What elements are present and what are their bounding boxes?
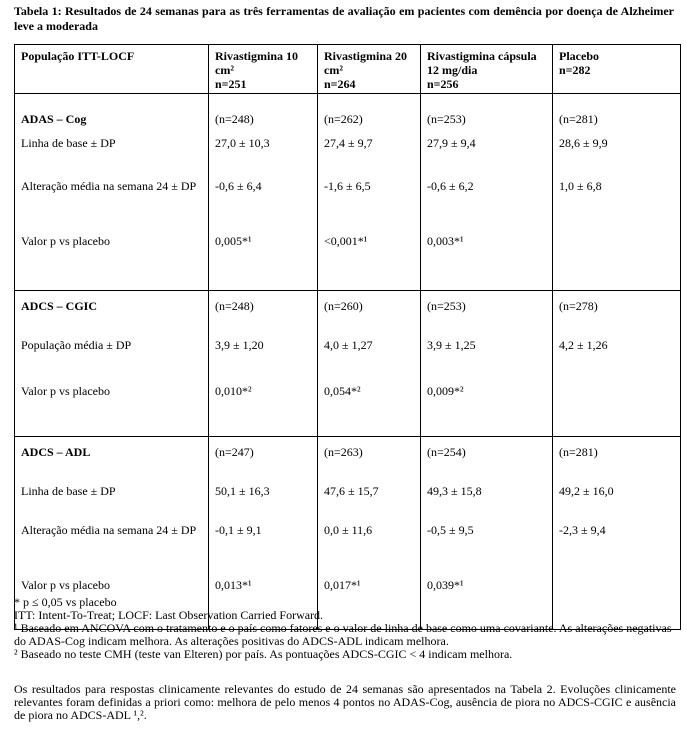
row-label: Alteração média na semana 24 ± DP bbox=[15, 523, 209, 578]
table-header-row bbox=[15, 45, 681, 94]
table-cell: 0,009*² bbox=[421, 384, 553, 437]
table-row bbox=[15, 523, 681, 578]
table-cell: 0,0 ± 11,6 bbox=[318, 523, 421, 578]
row-label: ADCS – CGIC bbox=[15, 291, 209, 339]
table-cell: 27,9 ± 9,4 bbox=[421, 136, 553, 179]
table-cell: -1,6 ± 6,5 bbox=[318, 179, 421, 234]
table-cell: 0,003*¹ bbox=[421, 234, 553, 291]
row-label: Linha de base ± DP bbox=[15, 484, 209, 523]
table-cell: <0,001*¹ bbox=[318, 234, 421, 291]
table-cell: (n=247) bbox=[209, 437, 318, 485]
table-cell: 3,9 ± 1,25 bbox=[421, 338, 553, 384]
footnote: * p ≤ 0,05 vs placebo bbox=[14, 595, 117, 609]
table-cell: 28,6 ± 9,9 bbox=[553, 136, 681, 179]
table-cell: (n=248) bbox=[209, 94, 318, 137]
table-cell: (n=281) bbox=[553, 437, 681, 485]
footnote: ² Baseado no teste CMH (teste van Elteren) por país. As pontuações ADCS-CGIC < 4 indicam melhora. bbox=[14, 647, 513, 661]
table-row bbox=[15, 94, 681, 137]
table-cell: 1,0 ± 6,8 bbox=[553, 179, 681, 234]
table-caption: Tabela 1: Resultados de 24 semanas para as três ferramentas de avaliação em pacientes com demência por doença de Alzheimer leve a moderada bbox=[14, 4, 674, 33]
table-cell bbox=[553, 384, 681, 437]
header-rivastigmina-20: Rivastigmina 20 cm² n=264 bbox=[318, 45, 421, 94]
table-cell: (n=254) bbox=[421, 437, 553, 485]
table-cell: (n=278) bbox=[553, 291, 681, 339]
summary-paragraph: Os resultados para respostas clinicamente relevantes do estudo de 24 semanas são apresentados na Tabela 2. Evoluções clinicamente relevantes foram definidas a priori como: melhora de pelo menos 4 pontos no ADAS-Cog, ausência de piora no ADCS-CGIC e ausência de piora no ADCS-ADL ¹,². bbox=[14, 682, 676, 722]
table-cell: 50,1 ± 16,3 bbox=[209, 484, 318, 523]
table-row bbox=[15, 179, 681, 234]
table-cell: 0,054*² bbox=[318, 384, 421, 437]
table-row bbox=[15, 384, 681, 437]
table-cell: 0,017*¹ bbox=[318, 578, 421, 630]
row-label: Valor p vs placebo bbox=[15, 578, 209, 630]
table-cell: (n=281) bbox=[553, 94, 681, 137]
table-row bbox=[15, 484, 681, 523]
row-label: Valor p vs placebo bbox=[15, 234, 209, 291]
table-row bbox=[15, 291, 681, 339]
table-cell: (n=260) bbox=[318, 291, 421, 339]
table-cell: 0,039*¹ bbox=[421, 578, 553, 630]
footnote: ITT: Intent-To-Treat; LOCF: Last Observation Carried Forward. bbox=[14, 608, 324, 622]
table-cell: 49,3 ± 15,8 bbox=[421, 484, 553, 523]
header-population: População ITT-LOCF bbox=[15, 45, 209, 94]
row-label: ADAS – Cog bbox=[15, 94, 209, 137]
table-cell: 4,0 ± 1,27 bbox=[318, 338, 421, 384]
footnotes bbox=[14, 596, 676, 661]
row-label: ADCS – ADL bbox=[15, 437, 209, 485]
table-cell: (n=253) bbox=[421, 291, 553, 339]
table-cell bbox=[553, 234, 681, 291]
row-label: Linha de base ± DP bbox=[15, 136, 209, 179]
table-body bbox=[15, 94, 681, 630]
header-rivastigmina-capsula: Rivastigmina cápsula 12 mg/dia n=256 bbox=[421, 45, 553, 94]
footnote: ¹ Baseado em ANCOVA com o tratamento e o país como fatores e o valor de linha de base como uma covariante. As alterações negativas do ADAS-Cog indicam melhora. As alterações positivas do ADCS-ADL indicam melhora. bbox=[14, 621, 672, 648]
table-row bbox=[15, 437, 681, 485]
row-label: População média ± DP bbox=[15, 338, 209, 384]
table-cell: (n=253) bbox=[421, 94, 553, 137]
table-cell: -0,1 ± 9,1 bbox=[209, 523, 318, 578]
results-table bbox=[14, 44, 681, 630]
row-label: Alteração média na semana 24 ± DP bbox=[15, 179, 209, 234]
table-row bbox=[15, 338, 681, 384]
table-cell: -2,3 ± 9,4 bbox=[553, 523, 681, 578]
table-cell: -0,6 ± 6,2 bbox=[421, 179, 553, 234]
table-row bbox=[15, 234, 681, 291]
table-cell: 0,005*¹ bbox=[209, 234, 318, 291]
table-cell: (n=263) bbox=[318, 437, 421, 485]
table-cell: 27,0 ± 10,3 bbox=[209, 136, 318, 179]
table-cell: 27,4 ± 9,7 bbox=[318, 136, 421, 179]
row-label: Valor p vs placebo bbox=[15, 384, 209, 437]
table-cell: 0,013*¹ bbox=[209, 578, 318, 630]
table-cell: 0,010*² bbox=[209, 384, 318, 437]
table-cell: -0,6 ± 6,4 bbox=[209, 179, 318, 234]
table-cell: -0,5 ± 9,5 bbox=[421, 523, 553, 578]
header-rivastigmina-10: Rivastigmina 10 cm² n=251 bbox=[209, 45, 318, 94]
table-cell: (n=262) bbox=[318, 94, 421, 137]
table-row bbox=[15, 136, 681, 179]
table-cell: 3,9 ± 1,20 bbox=[209, 338, 318, 384]
table-cell: 4,2 ± 1,26 bbox=[553, 338, 681, 384]
table-cell: 47,6 ± 15,7 bbox=[318, 484, 421, 523]
table-cell: 49,2 ± 16,0 bbox=[553, 484, 681, 523]
table-cell: (n=248) bbox=[209, 291, 318, 339]
header-placebo: Placebo n=282 bbox=[553, 45, 681, 94]
